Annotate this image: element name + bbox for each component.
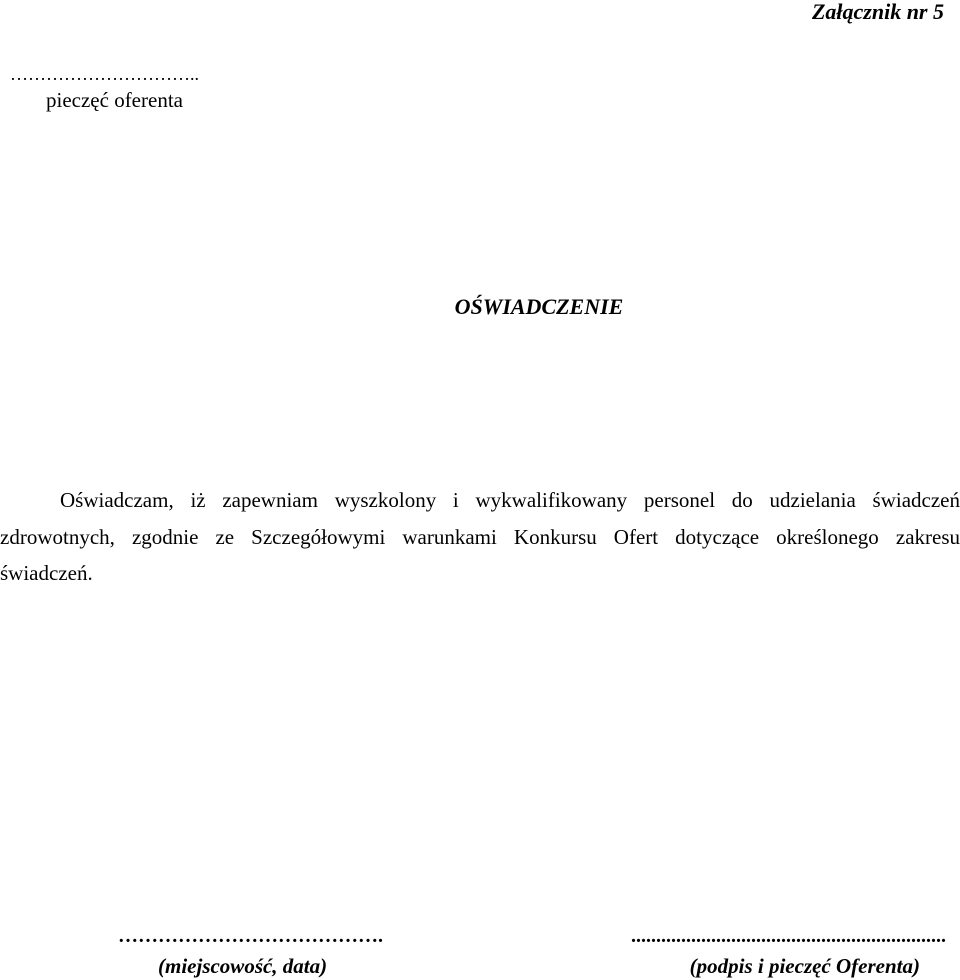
signature-caption: (podpis i pieczęć Oferenta) — [689, 954, 920, 978]
signature-dots: ............................................................... — [631, 925, 946, 947]
stamp-caption: pieczęć oferenta — [46, 88, 183, 112]
attachment-label: Załącznik nr 5 — [811, 0, 944, 24]
place-date-caption: (miejscowość, data) — [158, 954, 328, 978]
stamp-placeholder-dots: ………………………….. — [10, 64, 199, 84]
place-date-dots: …………………………………. — [118, 925, 383, 947]
document-title: OŚWIADCZENIE — [454, 294, 624, 319]
statement-line: Oświadczam, iż zapewniam wyszkolony i wykwalifikowany personel do udzielania świadczeń — [60, 488, 960, 512]
statement-body — [0, 482, 960, 592]
statement-line: świadczeń. — [0, 561, 93, 585]
statement-line: zdrowotnych, zgodnie ze Szczegółowymi warunkami Konkursu Ofert dotyczące określonego zakresu — [0, 524, 960, 549]
